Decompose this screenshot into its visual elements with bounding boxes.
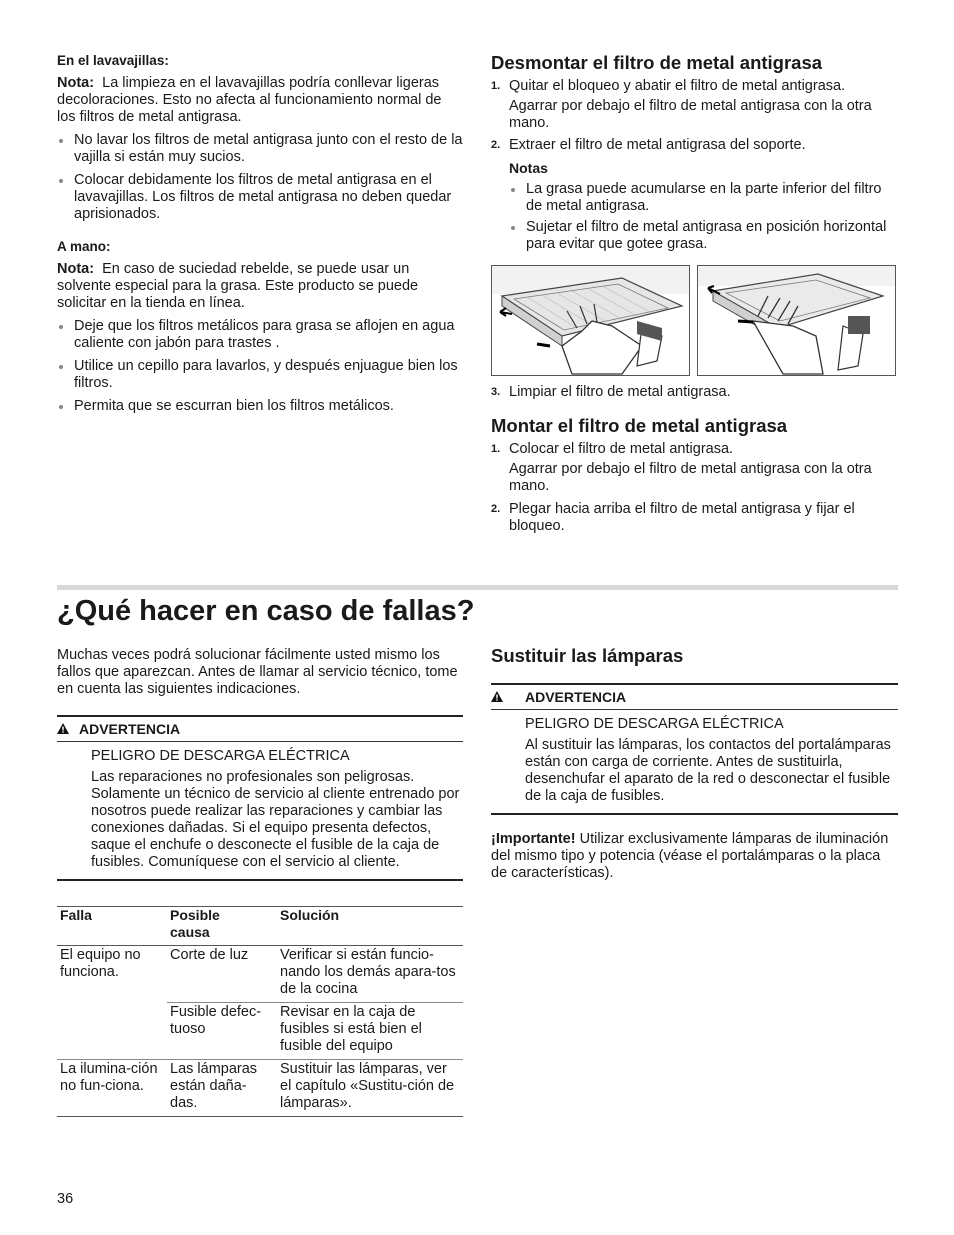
hood-filter-icon <box>492 266 689 375</box>
note-label: Nota: <box>57 261 95 277</box>
table-cell: Verificar si están funcio-nando los demás apara-tos de la cocina <box>280 947 456 997</box>
step-item <box>491 137 898 154</box>
column-header: Falla <box>57 907 167 946</box>
illustration-row <box>491 265 898 376</box>
step-number: 2. <box>491 139 501 151</box>
hand-bullet-list <box>57 318 463 415</box>
table-cell: Fusible defec-tuoso <box>167 1003 277 1060</box>
table-cell: Las lámparas están daña-das. <box>167 1060 277 1117</box>
note-text: En caso de suciedad rebelde, se puede usar un solvente especial para la grasa. Este producto se puede solicitar en la tienda en línea. <box>57 261 419 311</box>
list-item: Deje que los filtros metálicos para grasa se aflojen en agua caliente con jabón para trastes . <box>57 318 463 352</box>
warning-body <box>491 710 898 813</box>
step-number: 2. <box>491 503 501 515</box>
warning-box <box>57 715 463 881</box>
warning-header <box>57 717 463 742</box>
section-title-mount-filter: Montar el filtro de metal antigrasa <box>491 415 788 436</box>
list-item: No lavar los filtros de metal antigrasa junto con el resto de la vajilla si están muy sucios. <box>57 132 463 166</box>
lamps-column <box>491 645 898 882</box>
step-text: Plegar hacia arriba el filtro de metal antigrasa y fijar el bloqueo. <box>509 501 855 534</box>
note-label: Nota: <box>57 75 95 91</box>
section-title-lamps: Sustituir las lámparas <box>491 645 684 666</box>
step-number: 3. <box>491 386 501 398</box>
warning-label: ADVERTENCIA <box>525 689 627 705</box>
list-item: Permita que se escurran bien los filtros metálicos. <box>57 398 463 415</box>
warning-triangle-icon <box>57 721 79 738</box>
step-number: 1. <box>491 80 501 92</box>
fault-table <box>57 906 463 1117</box>
table-cell: Corte de luz <box>170 947 249 963</box>
note-text: La limpieza en el lavavajillas podría conllevar ligeras decoloraciones. Esto no afecta al funcionamiento normal de los filtros de metal antigrasa. <box>57 75 442 125</box>
list-item: Sujetar el filtro de metal antigrasa en posición horizontal para evitar que gotee grasa. <box>509 219 898 253</box>
step-extra: Agarrar por debajo el filtro de metal antigrasa con la otra mano. <box>509 98 872 131</box>
column-header: Solución <box>277 907 463 946</box>
warning-text: Al sustituir las lámparas, los contactos del portalámparas están con carga de corriente. Antes de sustituirla, desenchufar el aparato de la red o desconectar el fusible de la caja de fusibles. <box>525 737 891 804</box>
step-item <box>491 384 898 401</box>
right-column <box>491 52 898 535</box>
faults-intro: Muchas veces podrá solucionar fácilmente usted mismo los fallos que aparezcan. Antes de llamar al servicio técnico, tome en cuenta las siguientes indicaciones. <box>57 647 458 697</box>
step-text: Quitar el bloqueo y abatir el filtro de metal antigrasa. <box>509 78 846 94</box>
table-cell: Revisar en la caja de fusibles si está bien el fusible del equipo <box>277 1003 463 1060</box>
list-item: Colocar debidamente los filtros de metal antigrasa en el lavavajillas. Los filtros de metal antigrasa no deben quedar aprisionados. <box>57 172 463 223</box>
important-text: Utilizar exclusivamente lámparas de iluminación del mismo tipo y potencia (véase el portalámparas o la placa de características). <box>491 831 889 881</box>
filter-removal-illustration-1 <box>491 265 690 376</box>
step-text: Colocar el filtro de metal antigrasa. <box>509 441 734 457</box>
faults-column <box>57 647 463 1117</box>
warning-text: Las reparaciones no profesionales son peligrosas. Solamente un técnico de servicio al cliente entrenado por nosotros puede realizar las reparaciones y cambiar las conexiones dañadas. Si el equipo presenta defectos, saque el enchufe o desconecte el fusible de la caja de fusibles. Comuníquese con el servicio al cliente. <box>91 769 460 870</box>
hand-note <box>57 261 463 312</box>
dishwasher-note <box>57 75 463 126</box>
section-divider <box>57 585 898 590</box>
step-item <box>491 501 898 535</box>
table-header-row <box>57 907 463 946</box>
hand-filter-icon <box>698 266 895 375</box>
page-number: 36 <box>57 1191 74 1207</box>
filter-removal-illustration-2 <box>697 265 896 376</box>
warning-body <box>57 742 463 879</box>
notes-heading: Notas <box>509 160 548 176</box>
step-item <box>491 441 898 495</box>
warning-box <box>491 683 898 815</box>
list-item: La grasa puede acumularse en la parte inferior del filtro de metal antigrasa. <box>509 181 898 215</box>
table-row <box>57 946 463 1003</box>
warning-label: ADVERTENCIA <box>79 721 181 737</box>
list-item: Utilice un cepillo para lavarlos, y después enjuague bien los filtros. <box>57 358 463 392</box>
step-text: Limpiar el filtro de metal antigrasa. <box>509 384 731 400</box>
important-note <box>491 831 898 882</box>
page-title: ¿Qué hacer en caso de fallas? <box>57 595 475 627</box>
table-row <box>57 1060 463 1117</box>
dishwasher-heading: En el lavavajillas: <box>57 53 169 68</box>
hand-heading: A mano: <box>57 239 111 254</box>
step-number: 1. <box>491 443 501 455</box>
remove-steps <box>491 78 898 154</box>
step-extra: Agarrar por debajo el filtro de metal antigrasa con la otra mano. <box>509 461 872 494</box>
important-label: ¡Importante! <box>491 831 576 847</box>
clean-step <box>491 384 898 401</box>
warning-triangle-icon <box>491 689 525 706</box>
warning-headline: PELIGRO DE DESCARGA ELÉCTRICA <box>91 748 350 764</box>
table-cell: La ilumina-ción no fun-ciona. <box>57 1060 167 1117</box>
left-column <box>57 52 463 415</box>
warning-headline: PELIGRO DE DESCARGA ELÉCTRICA <box>525 716 784 732</box>
step-text: Extraer el filtro de metal antigrasa del soporte. <box>509 137 806 153</box>
mount-steps <box>491 441 898 535</box>
section-title-remove-filter: Desmontar el filtro de metal antigrasa <box>491 52 823 73</box>
step-item <box>491 78 898 132</box>
notes-block <box>491 160 898 253</box>
table-cell: El equipo no funciona. <box>57 946 167 1060</box>
column-header: Posible causa <box>167 907 277 946</box>
notes-list <box>509 181 898 253</box>
table-cell: Sustituir las lámparas, ver el capítulo «Sustitu-ción de lámparas». <box>277 1060 463 1117</box>
dishwasher-bullet-list <box>57 132 463 223</box>
warning-header <box>491 685 898 710</box>
